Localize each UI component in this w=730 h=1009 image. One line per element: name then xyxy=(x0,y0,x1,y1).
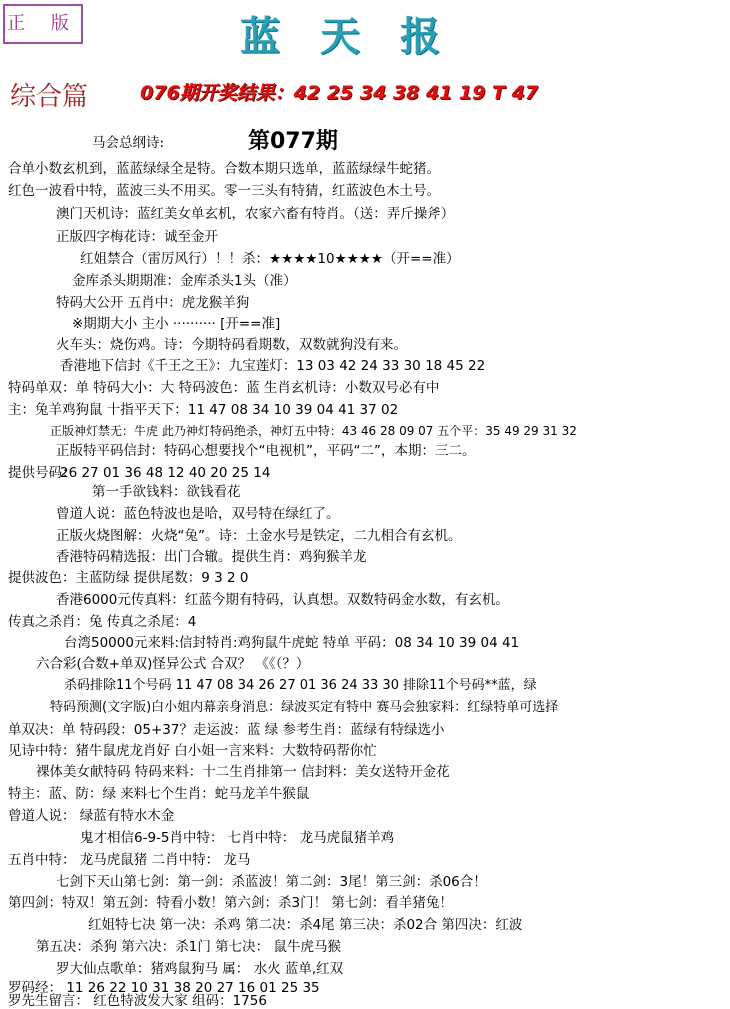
line-40: 罗码经： 11 26 22 10 31 38 20 27 16 01 25 35 xyxy=(8,980,320,996)
line-26: 杀码排除11个号码 11 47 08 34 26 27 01 36 24 33 30 排除11个号码**蓝，绿 xyxy=(64,678,537,693)
issue-number: 第077期 xyxy=(248,129,338,154)
line-21: 提供波色：主蓝防绿 提供尾数：9 3 2 0 xyxy=(8,570,249,586)
line-35: 七剑下天山第七剑：第一剑：杀蓝波！第二剑：3尾！第三剑：杀06合！ xyxy=(56,874,487,890)
line-23: 传真之杀肖：兔 传真之杀尾：4 xyxy=(8,614,197,630)
line-20: 香港特码精选报：出门合辙。提供生肖：鸡狗猴羊龙 xyxy=(56,549,367,565)
line-5: 红姐禁合（雷厉风行）！！杀：★★★★10★★★★（开==准） xyxy=(80,251,460,267)
line-38: 第五决：杀狗 第六决：杀1门 第七决： 鼠牛虎马猴 xyxy=(36,939,341,955)
line-13: 正版神灯禁无：牛虎 此乃神灯特码绝杀，神灯五中特：43 46 28 09 07 五个平：35 49 29 31 32 xyxy=(50,424,577,438)
line-2: 红色一波看中特，蓝波三头不用买。零一三头有特猜，红蓝波色木土号。 xyxy=(8,183,440,199)
page-title: 蓝天报 xyxy=(240,13,480,60)
line-39: 罗大仙点歌单：猪鸡鼠狗马 属： 水火 蓝单,红双 xyxy=(56,961,344,977)
line-11: 特码单双：单 特码大小：大 特码波色：蓝 生肖玄机诗：小数双号必有中 xyxy=(8,380,440,396)
line-7: 特码大公开 五肖中：虎龙猴羊狗 xyxy=(56,295,250,311)
line-6: 金库杀头期期准：金库杀头1头（准） xyxy=(72,273,297,289)
line-9: 火车头：烧伤鸡。诗：今期特码看期数，双数就狗没有来。 xyxy=(56,337,407,353)
line-31: 特主：蓝、防：绿 来料七个生肖：蛇马龙羊牛猴鼠 xyxy=(8,786,310,802)
line-24: 台湾50000元来料:信封特肖:鸡狗鼠牛虎蛇 特单 平码：08 34 10 39 04 41 xyxy=(64,635,520,651)
line-8: ※期期大小 主小 ·········· [开==准] xyxy=(72,316,281,332)
genuine-badge: 正 版 xyxy=(3,4,83,44)
line-33: 鬼才相信6-9-5肖中特： 七肖中特： 龙马虎鼠猪羊鸡 xyxy=(80,830,395,846)
line-15: 提供号码： xyxy=(8,465,76,481)
line-14: 正版特平码信封：特码心想要找个“电视机”，平码“二”，本期：三二。 xyxy=(56,443,476,459)
draw-result: 076期开奖结果：42 25 34 38 41 19 T 47 xyxy=(140,82,539,104)
line-1: 合单小数玄机到，蓝蓝绿绿全是特。合数本期只选单，蓝蓝绿绿牛蛇猪。 xyxy=(8,161,440,177)
line-17: 第一手欲钱料：欲钱看花 xyxy=(92,484,241,500)
line-34: 五肖中特： 龙马虎鼠猪 二肖中特： 龙马 xyxy=(8,852,251,868)
line-32: 曾道人说： 绿蓝有特水木金 xyxy=(8,808,175,824)
line-30: 裸体美女献特码 特码来料：十二生肖排第一 信封料：美女送特开金花 xyxy=(36,764,450,780)
line-27: 特码预测(文字版)白小姐内幕亲身消息：绿波买定有特中 赛马会独家料：红绿特单可选择 xyxy=(50,700,559,715)
line-37: 红姐特七决 第一决：杀鸡 第二决：杀4尾 第三决：杀02合 第四决：红波 xyxy=(88,917,523,933)
line-0: 马会总纲诗: xyxy=(92,135,165,151)
line-22: 香港6000元传真料：红蓝今期有特码，认真想。双数特码金水数，有玄机。 xyxy=(56,592,509,608)
line-25: 六合彩(合数+单双)怪异公式 合双？ 《《（？） xyxy=(36,656,310,672)
line-10: 香港地下信封《千王之王》：九宝莲灯：13 03 42 24 33 30 18 45 22 xyxy=(60,358,486,374)
line-18: 曾道人说：蓝色特波也是哈，双号特在绿红了。 xyxy=(56,506,340,522)
line-29: 见诗中特：猪牛鼠虎龙肖好 白小姐一言来料：大数特码帮你忙 xyxy=(8,743,377,759)
line-41: 罗先生留言： 红色特波发大家 组码：1756 xyxy=(8,993,267,1009)
line-16: 26 27 01 36 48 12 40 20 25 14 xyxy=(60,465,271,481)
line-36: 第四剑：特双！第五剑：特看小数！第六剑：杀3门！ 第七剑：看羊猪兔！ xyxy=(8,895,453,911)
line-28: 单双决：单 特码段：05+37？走运波：蓝 绿 参考生肖：蓝绿有特绿选小 xyxy=(8,722,445,738)
section-title: 综合篇 xyxy=(10,82,89,112)
line-12: 主：兔羊鸡狗鼠 十指平天下：11 47 08 34 10 39 04 41 37 02 xyxy=(8,402,399,418)
line-19: 正版火烧图解：火烧“兔”。诗：土金水号是铁定，二九相合有玄机。 xyxy=(56,528,462,544)
line-4: 正版四字梅花诗：诚至金开 xyxy=(56,229,218,245)
line-3: 澳门天机诗：蓝红美女单玄机，农家六畜有特肖。（送：弄斤操斧） xyxy=(56,206,455,222)
